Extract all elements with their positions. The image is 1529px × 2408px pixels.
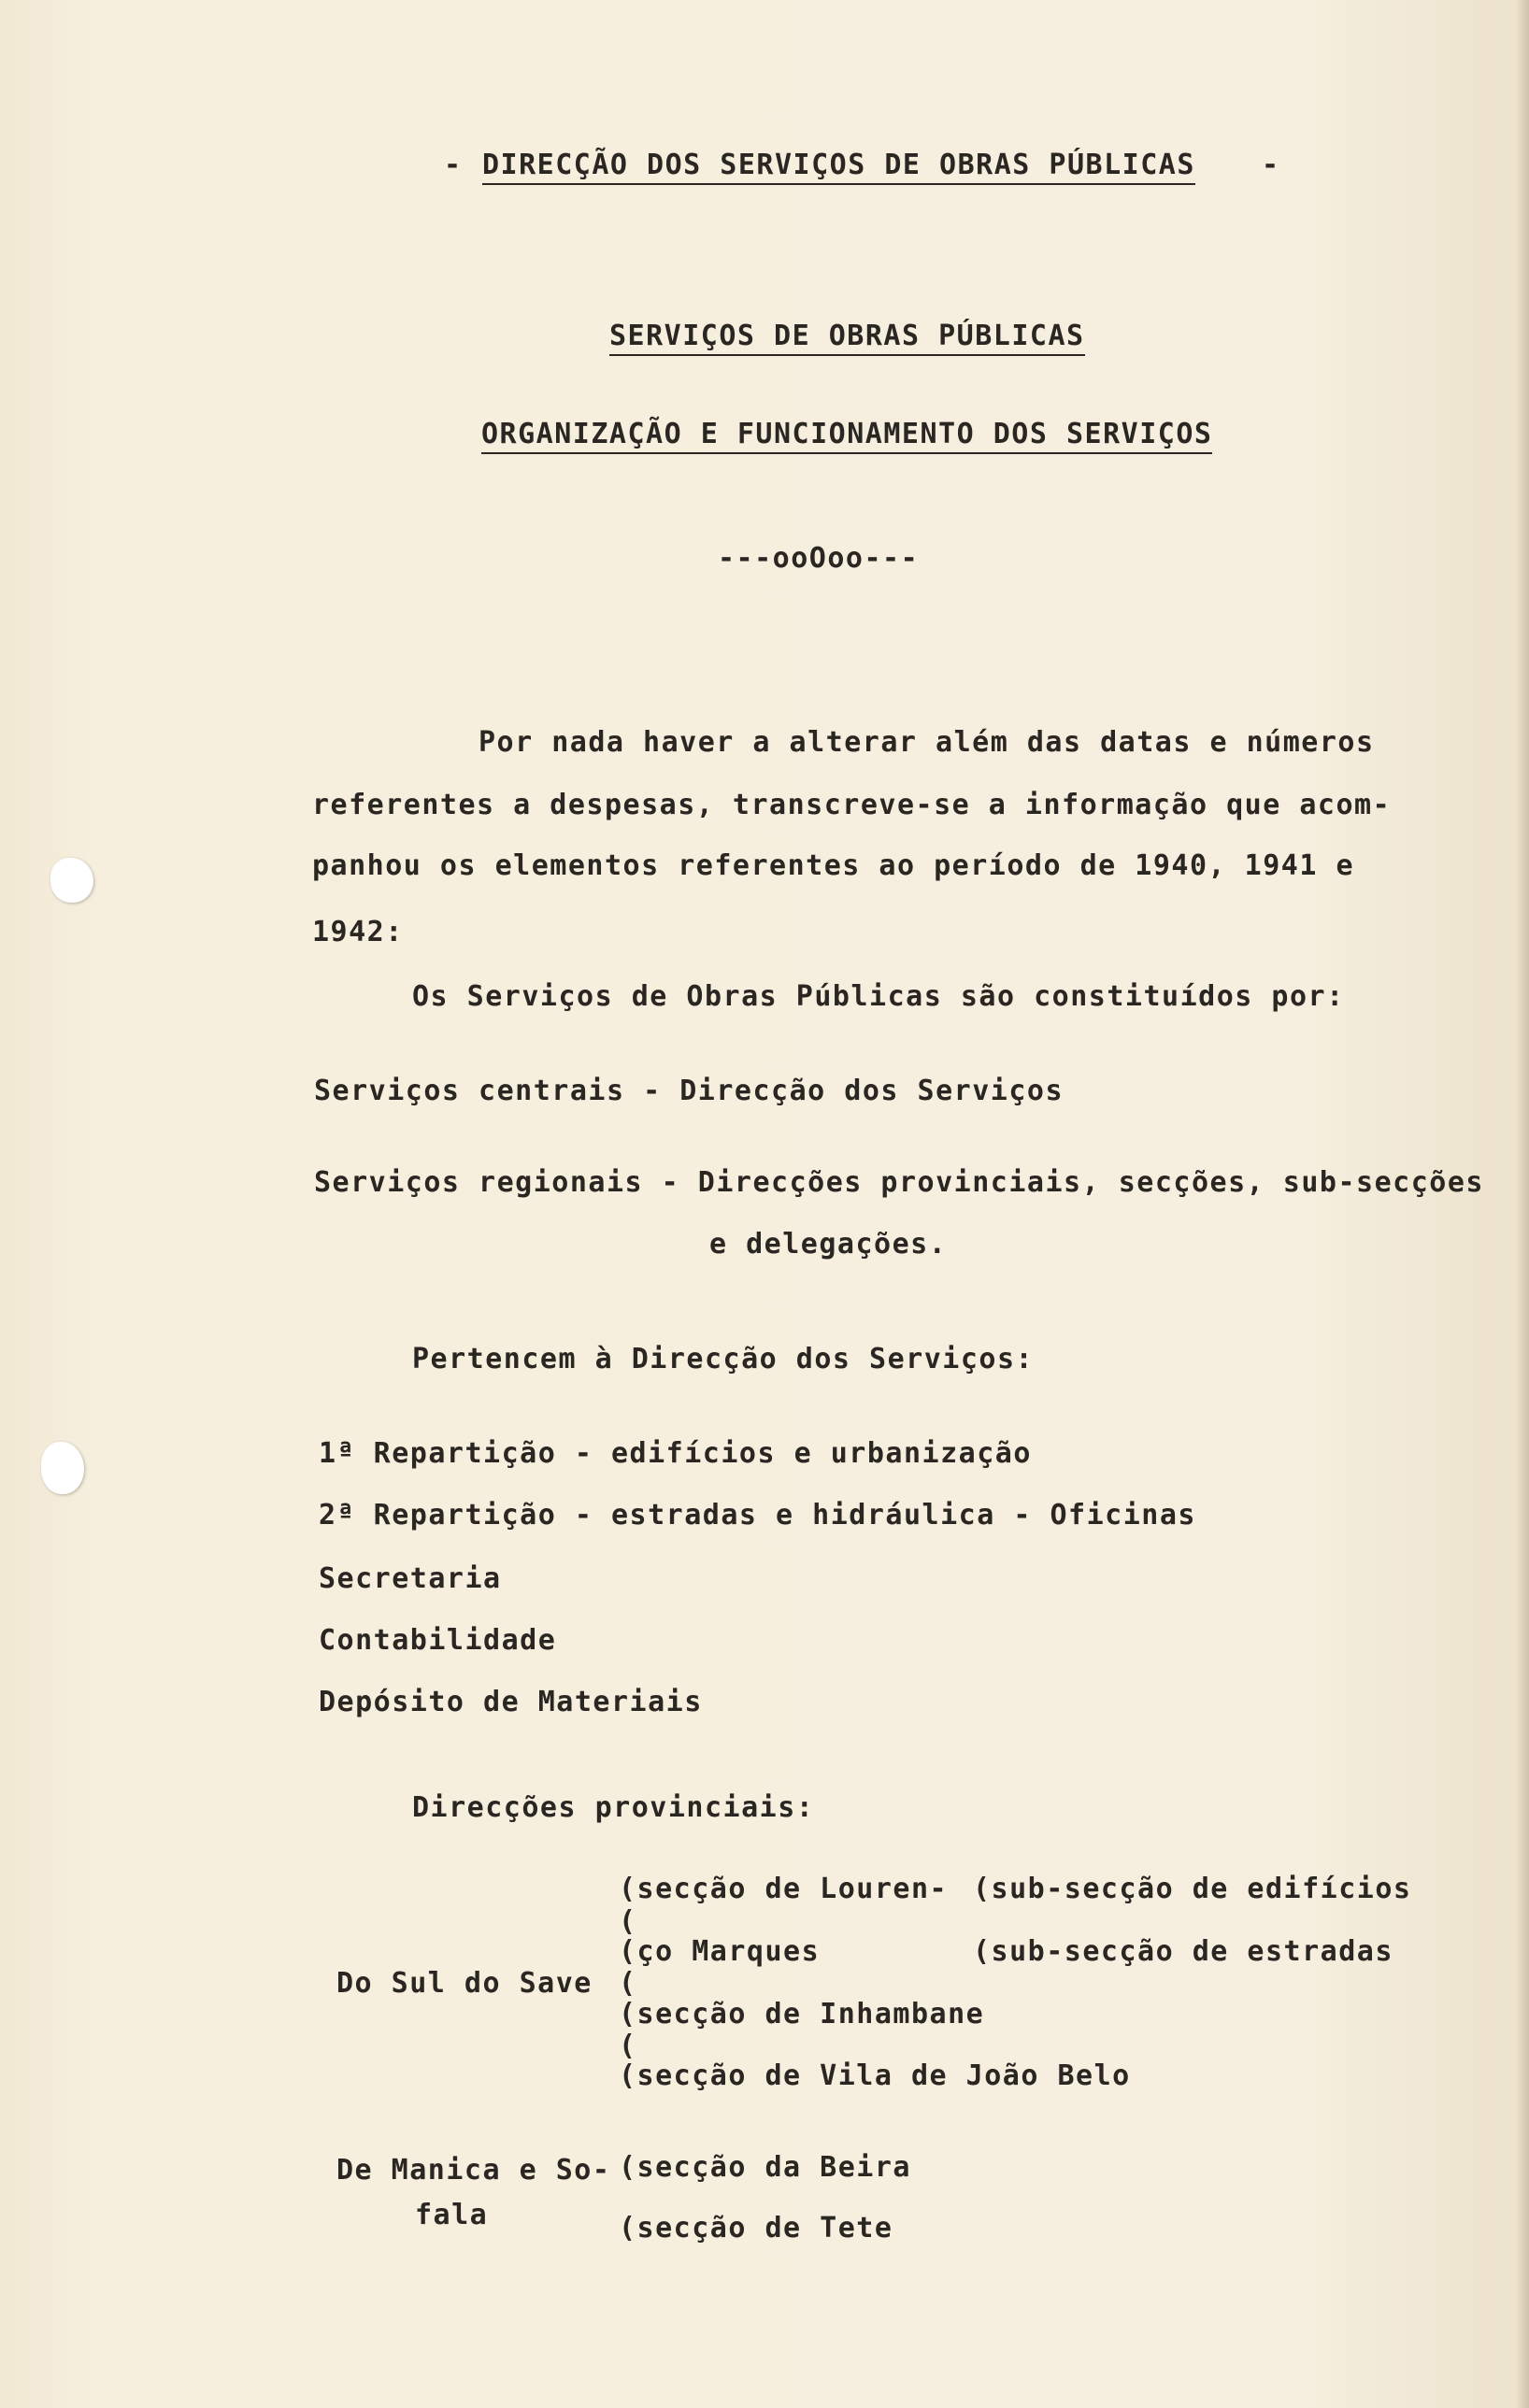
belong-heading: Pertencem à Direcção dos Serviços:: [412, 1343, 1035, 1375]
province-manica-sofala-2: fala: [415, 2199, 489, 2231]
sub-section-row: (sub-secção de estradas: [973, 1935, 1393, 1968]
section-row: (secção de Louren-: [619, 1873, 949, 1905]
department-item: 1ª Repartição - edifícios e urbanização: [319, 1437, 1032, 1470]
province-sul-do-save: Do Sul do Save: [336, 1967, 593, 2000]
page-edge-shadow: [1516, 0, 1529, 2408]
section-row: (: [619, 1967, 637, 2000]
header-title: DIRECÇÃO DOS SERVIÇOS DE OBRAS PÚBLICAS: [482, 151, 1195, 185]
punch-hole-bottom: [41, 1442, 84, 1494]
subtitle-organization: ORGANIZAÇÃO E FUNCIONAMENTO DOS SERVIÇOS: [481, 420, 1212, 454]
intro-line-3: panhou os elementos referentes ao período de 1940, 1941 e: [312, 849, 1355, 882]
department-item: Secretaria: [319, 1562, 502, 1595]
header-dash-right: -: [1262, 149, 1280, 181]
department-item: 2ª Repartição - estradas e hidráulica - Oficinas: [319, 1499, 1196, 1532]
department-item: Depósito de Materiais: [319, 1686, 703, 1718]
intro-line-1: Por nada haver a alterar além das datas e números: [479, 726, 1375, 759]
provincial-heading: Direcções provinciais:: [412, 1791, 815, 1824]
section-row: (secção de Tete: [619, 2212, 893, 2244]
intro-line-2: referentes a despesas, transcreve-se a informação que acom-: [312, 789, 1392, 821]
section-row: (secção de Inhambane: [619, 1998, 985, 2030]
section-row: (ço Marques: [619, 1935, 821, 1968]
section-row: (: [619, 1905, 637, 1938]
regional-services-line-1: Serviços regionais - Direcções provinciais, secções, sub-secções: [314, 1166, 1484, 1199]
sub-section-row: (sub-secção de edifícios: [973, 1873, 1412, 1905]
header-dash-left: -: [444, 149, 463, 181]
department-item: Contabilidade: [319, 1624, 557, 1657]
intro-line-4: 1942:: [312, 916, 404, 948]
regional-services-line-2: e delegações.: [709, 1228, 948, 1261]
section-row: (secção da Beira: [619, 2151, 911, 2184]
punch-hole-top: [50, 858, 93, 903]
central-services: Serviços centrais - Direcção dos Serviços: [314, 1075, 1065, 1107]
section-row: (: [619, 2030, 637, 2062]
subtitle-services: SERVIÇOS DE OBRAS PÚBLICAS: [609, 322, 1085, 356]
separator: ---ooOoo---: [718, 542, 920, 575]
province-manica-sofala-1: De Manica e So-: [336, 2154, 611, 2187]
section-row: (secção de Vila de João Belo: [619, 2059, 1131, 2092]
constituted-by: Os Serviços de Obras Públicas são constituídos por:: [412, 980, 1345, 1013]
